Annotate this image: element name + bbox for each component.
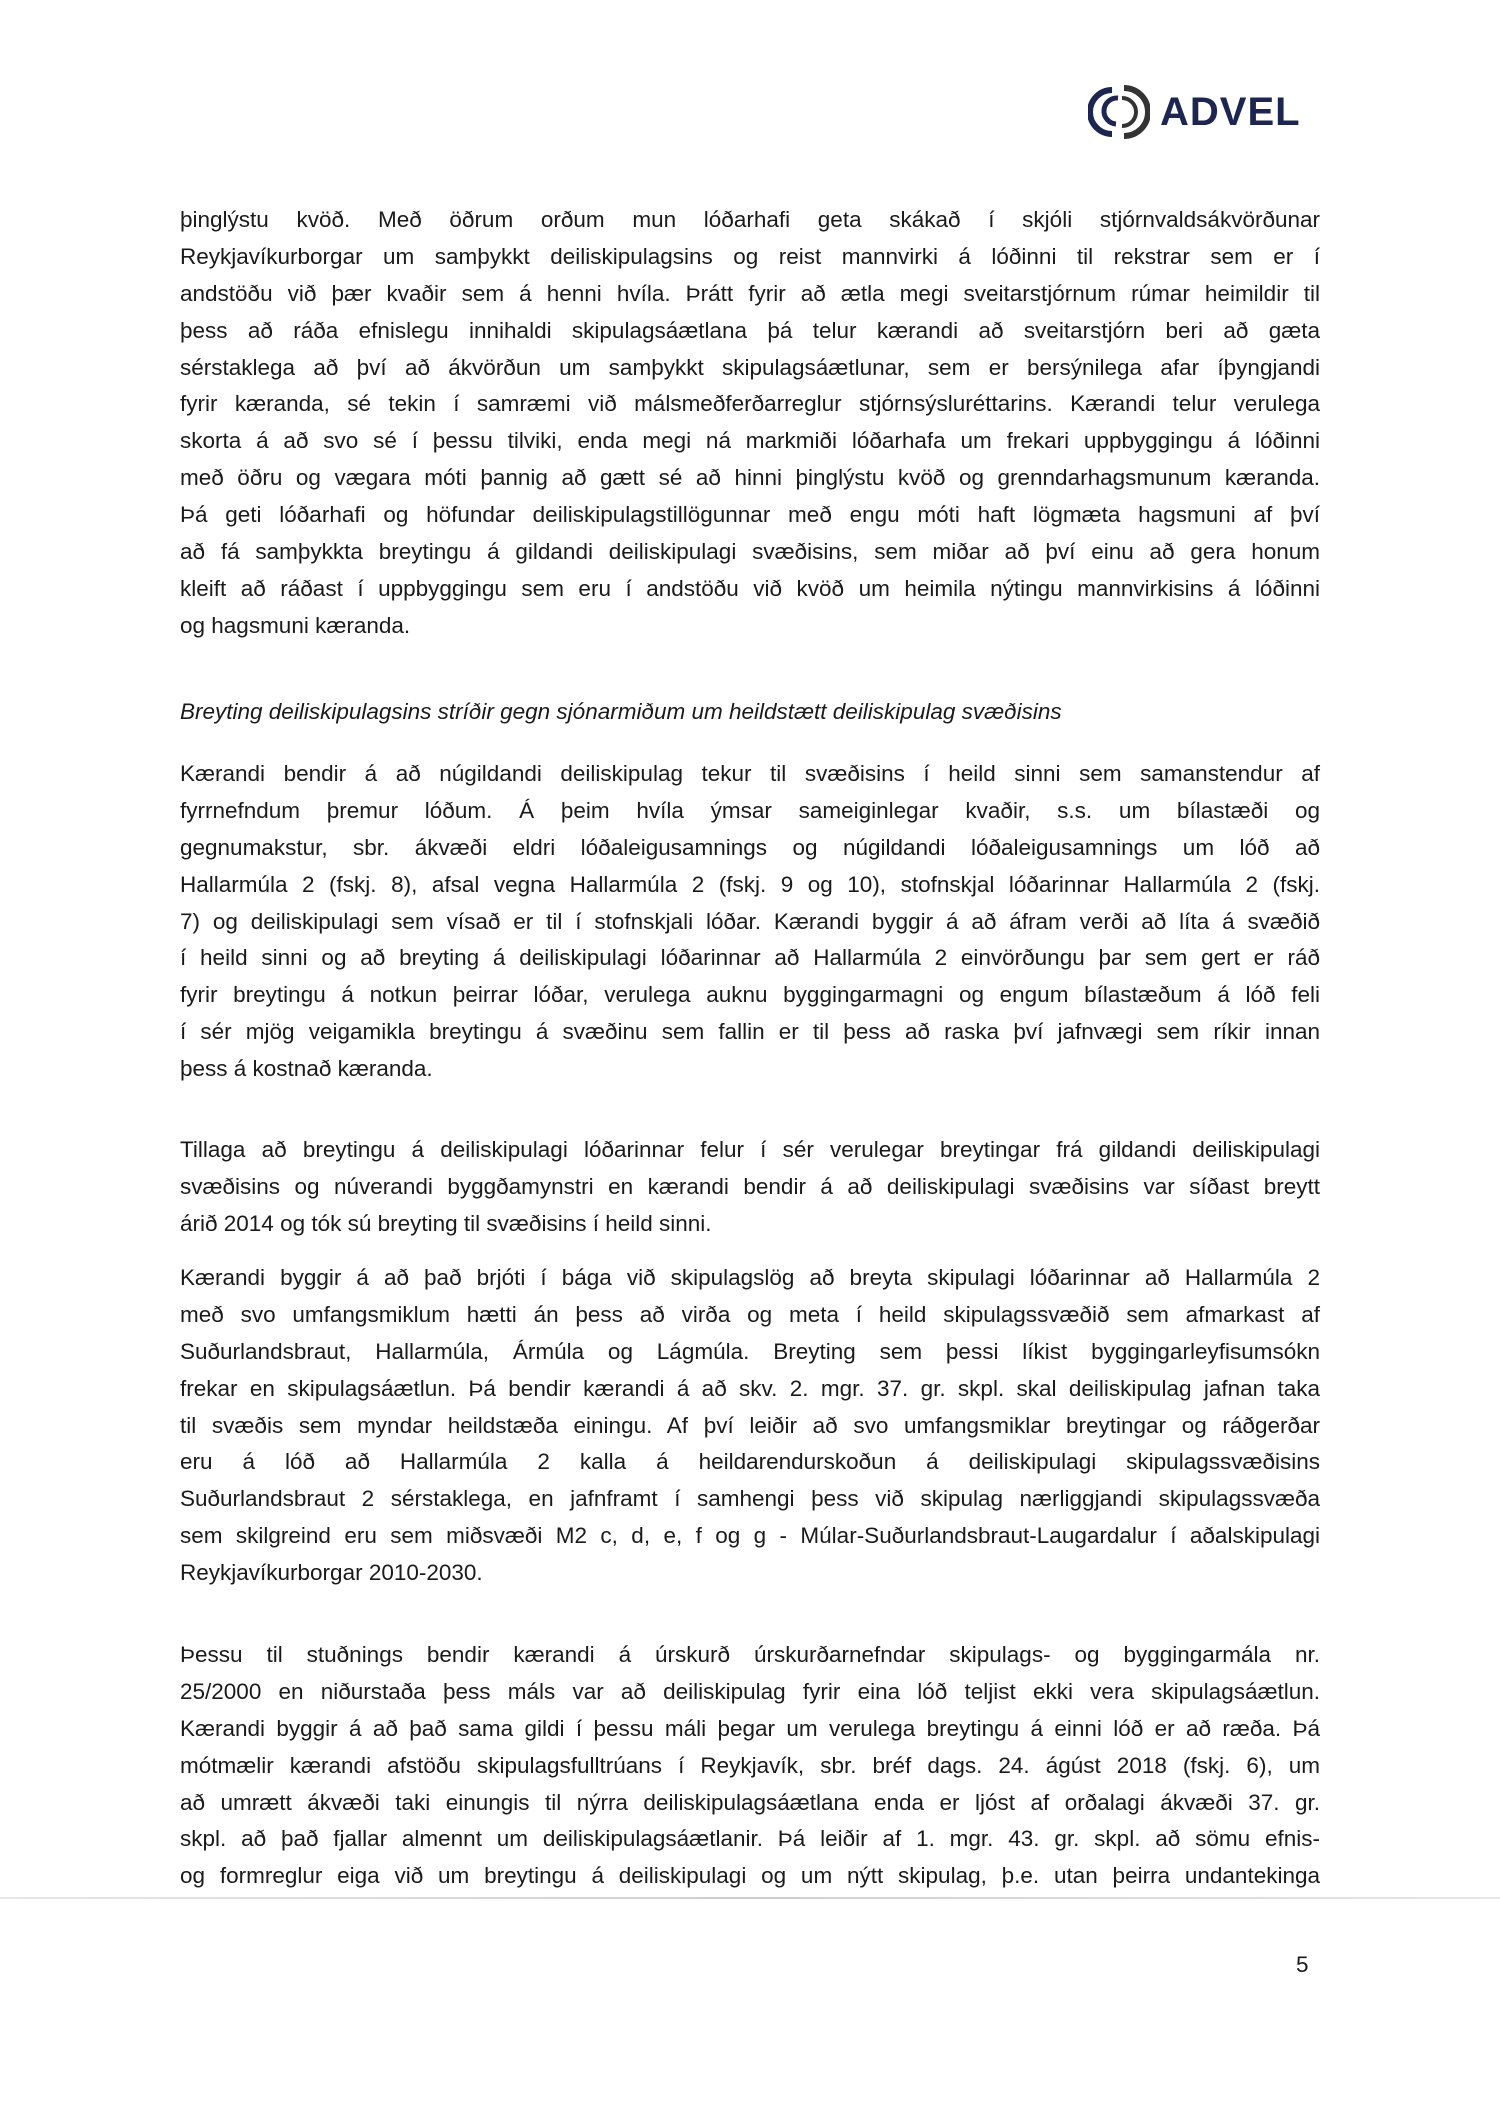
text-line: Suðurlandsbraut 2 sérstaklega, en jafnframt í samhengi þess við skipulag nærliggjandi skipulagssvæða (180, 1486, 1320, 1512)
text-line: Þá geti lóðarhafi og höfundar deiliskipulagstillögunnar með engu móti haft lögmæta hagsmuni af því (180, 502, 1320, 528)
text-line: sem skilgreind eru sem miðsvæði M2 c, d, e, f og g - Múlar-Suðurlandsbraut-Laugardalur í aðalskipulagi (180, 1523, 1320, 1549)
text-line: fyrir breytingu á notkun þeirrar lóðar, verulega auknu byggingarmagni og engum bílastæðum á lóð feli (180, 982, 1320, 1008)
text-line: fyrir kæranda, sé tekin í samræmi við málsmeðferðarreglur stjórnsýsluréttarins. Kærandi telur verulega (180, 391, 1320, 417)
text-line: fyrrnefndum þremur lóðum. Á þeim hvíla ýmsar sameiginlegar kvaðir, s.s. um bílastæði og (180, 797, 1320, 823)
scan-artifact-line (0, 1897, 1500, 1899)
text-line: skpl. að það fjallar almennt um deiliskipulagsáætlanir. Þá leiðir af 1. mgr. 43. gr. skpl. að sömu efnis- (180, 1826, 1320, 1852)
text-line: Suðurlandsbraut, Hallarmúla, Ármúla og Lágmúla. Breyting sem þessi líkist byggingarleyfisumsókn (180, 1338, 1320, 1364)
text-line: með svo umfangsmiklum hætti án þess að virða og meta í heild skipulagssvæðið sem afmarkast af (180, 1301, 1320, 1327)
page-number: 5 (1296, 1952, 1309, 1977)
text-line: með öðru og vægara móti þannig að gætt sé að hinni þinglýstu kvöð og grenndarhagsmunum kæranda. (180, 465, 1320, 491)
section-heading: Breyting deiliskipulagsins stríðir gegn sjónarmiðum um heildstætt deiliskipulag svæðisins (180, 699, 1062, 724)
text-line: og formreglur eiga við um breytingu á deiliskipulagi og um nýtt skipulag, þ.e. utan þeirra undantekinga (180, 1863, 1320, 1889)
text-line: gegnumakstur, sbr. ákvæði eldri lóðaleigusamnings og núgildandi lóðaleigusamnings um lóð að (180, 834, 1320, 860)
text-line: eru á lóð að Hallarmúla 2 kalla á heildarendurskoðun á deiliskipulagi skipulagssvæðisins (180, 1449, 1320, 1475)
text-line: 7) og deiliskipulagi sem vísað er til í stofnskjali lóðar. Kærandi byggir á að áfram verði að líta á svæðið (180, 908, 1320, 934)
advel-logo (1088, 84, 1328, 140)
text-line: þess að ráða efnislegu innihaldi skipulagsáætlana þá telur kærandi að sveitarstjórn beri að gæta (180, 317, 1320, 343)
text-line: svæðisins og núverandi byggðamynstri en kærandi bendir á að deiliskipulagi svæðisins var síðast breytt (180, 1173, 1320, 1199)
text-line: sérstaklega að því að ákvörðun um samþykkt skipulagsáætlunar, sem er bersýnilega afar íþyngjandi (180, 354, 1320, 380)
text-line: og hagsmuni kæranda. (180, 612, 411, 638)
paragraph-1 (180, 202, 1320, 645)
text-line: í heild sinni og að breyting á deiliskipulagi lóðarinnar að Hallarmúla 2 einvörðungu þar sem gert er ráð (180, 945, 1320, 971)
paragraph-3 (180, 1132, 1320, 1243)
text-line: í sér mjög veigamikla breytingu á svæðinu sem fallin er til þess að raska því jafnvægi sem ríkir innan (180, 1019, 1320, 1045)
text-line: kleift að ráðast í uppbyggingu sem eru í andstöðu við kvöð um heimila nýtingu mannvirkisins á lóðinni (180, 575, 1320, 601)
text-line: frekar en skipulagsáætlun. Þá bendir kærandi á að skv. 2. mgr. 37. gr. skpl. skal deiliskipulag jafnan taka (180, 1375, 1320, 1401)
text-line: þinglýstu kvöð. Með öðrum orðum mun lóðarhafi geta skákað í skjóli stjórnvaldsákvörðunar (180, 207, 1320, 232)
text-line: Hallarmúla 2 (fskj. 8), afsal vegna Hallarmúla 2 (fskj. 9 og 10), stofnskjal lóðarinnar Hallarmúla 2 (fskj. (180, 871, 1320, 897)
text-line: Kærandi byggir á að það sama gildi í þessu máli þegar um verulega breytingu á einni lóð er að ræða. Þá (180, 1715, 1320, 1741)
text-line: 25/2000 en niðurstaða þess máls var að deiliskipulag fyrir eina lóð teljist ekki vera skipulagsáætlun. (180, 1678, 1320, 1704)
paragraph-5 (180, 1637, 1320, 1895)
text-line: þess á kostnað kæranda. (180, 1056, 433, 1082)
text-line: Þessu til stuðnings bendir kærandi á úrskurð úrskurðarnefndar skipulags- og byggingarmála nr. (180, 1642, 1320, 1667)
text-line: skorta á að svo sé í þessu tilviki, enda megi ná markmiði lóðarhafa um frekari uppbyggingu á lóðinni (180, 428, 1320, 454)
paragraph-4 (180, 1260, 1320, 1592)
text-line: mótmælir kærandi afstöðu skipulagsfulltrúans í Reykjavík, sbr. bréf dags. 24. ágúst 2018 (fskj. 6), um (180, 1752, 1320, 1778)
logo-text: ADVEL (1160, 89, 1301, 134)
text-line: að fá samþykkta breytingu á gildandi deiliskipulagi svæðisins, sem miðar að því einu að gera honum (180, 539, 1320, 565)
text-line: árið 2014 og tók sú breyting til svæðisins í heild sinni. (180, 1210, 712, 1236)
text-line: Kærandi byggir á að það brjóti í bága við skipulagslög að breyta skipulagi lóðarinnar að Hallarmúla 2 (180, 1265, 1320, 1290)
text-line: Reykjavíkurborgar um samþykkt deiliskipulagsins og reist mannvirki á lóðinni til rekstrar sem er í (180, 243, 1320, 269)
text-line: til svæðis sem myndar heildstæða einingu. Af því leiðir að svo umfangsmiklar breytingar og ráðgerðar (180, 1412, 1320, 1438)
text-line: Kærandi bendir á að núgildandi deiliskipulag tekur til svæðisins í heild sinni sem samanstendur af (180, 761, 1320, 786)
logo-mark-icon (1088, 84, 1150, 140)
text-line: Reykjavíkurborgar 2010-2030. (180, 1560, 483, 1586)
text-line: Tillaga að breytingu á deiliskipulagi lóðarinnar felur í sér verulegar breytingar frá gildandi deiliskipulagi (180, 1137, 1320, 1162)
paragraph-2 (180, 756, 1320, 1088)
text-line: að umrætt ákvæði taki einungis til nýrra deiliskipulagsáætlana enda er ljóst af orðalagi ákvæði 37. gr. (180, 1789, 1320, 1815)
text-line: andstöðu við þær kvaðir sem á henni hvíla. Þrátt fyrir að ætla megi sveitarstjórnum rúmar heimildir til (180, 280, 1320, 306)
